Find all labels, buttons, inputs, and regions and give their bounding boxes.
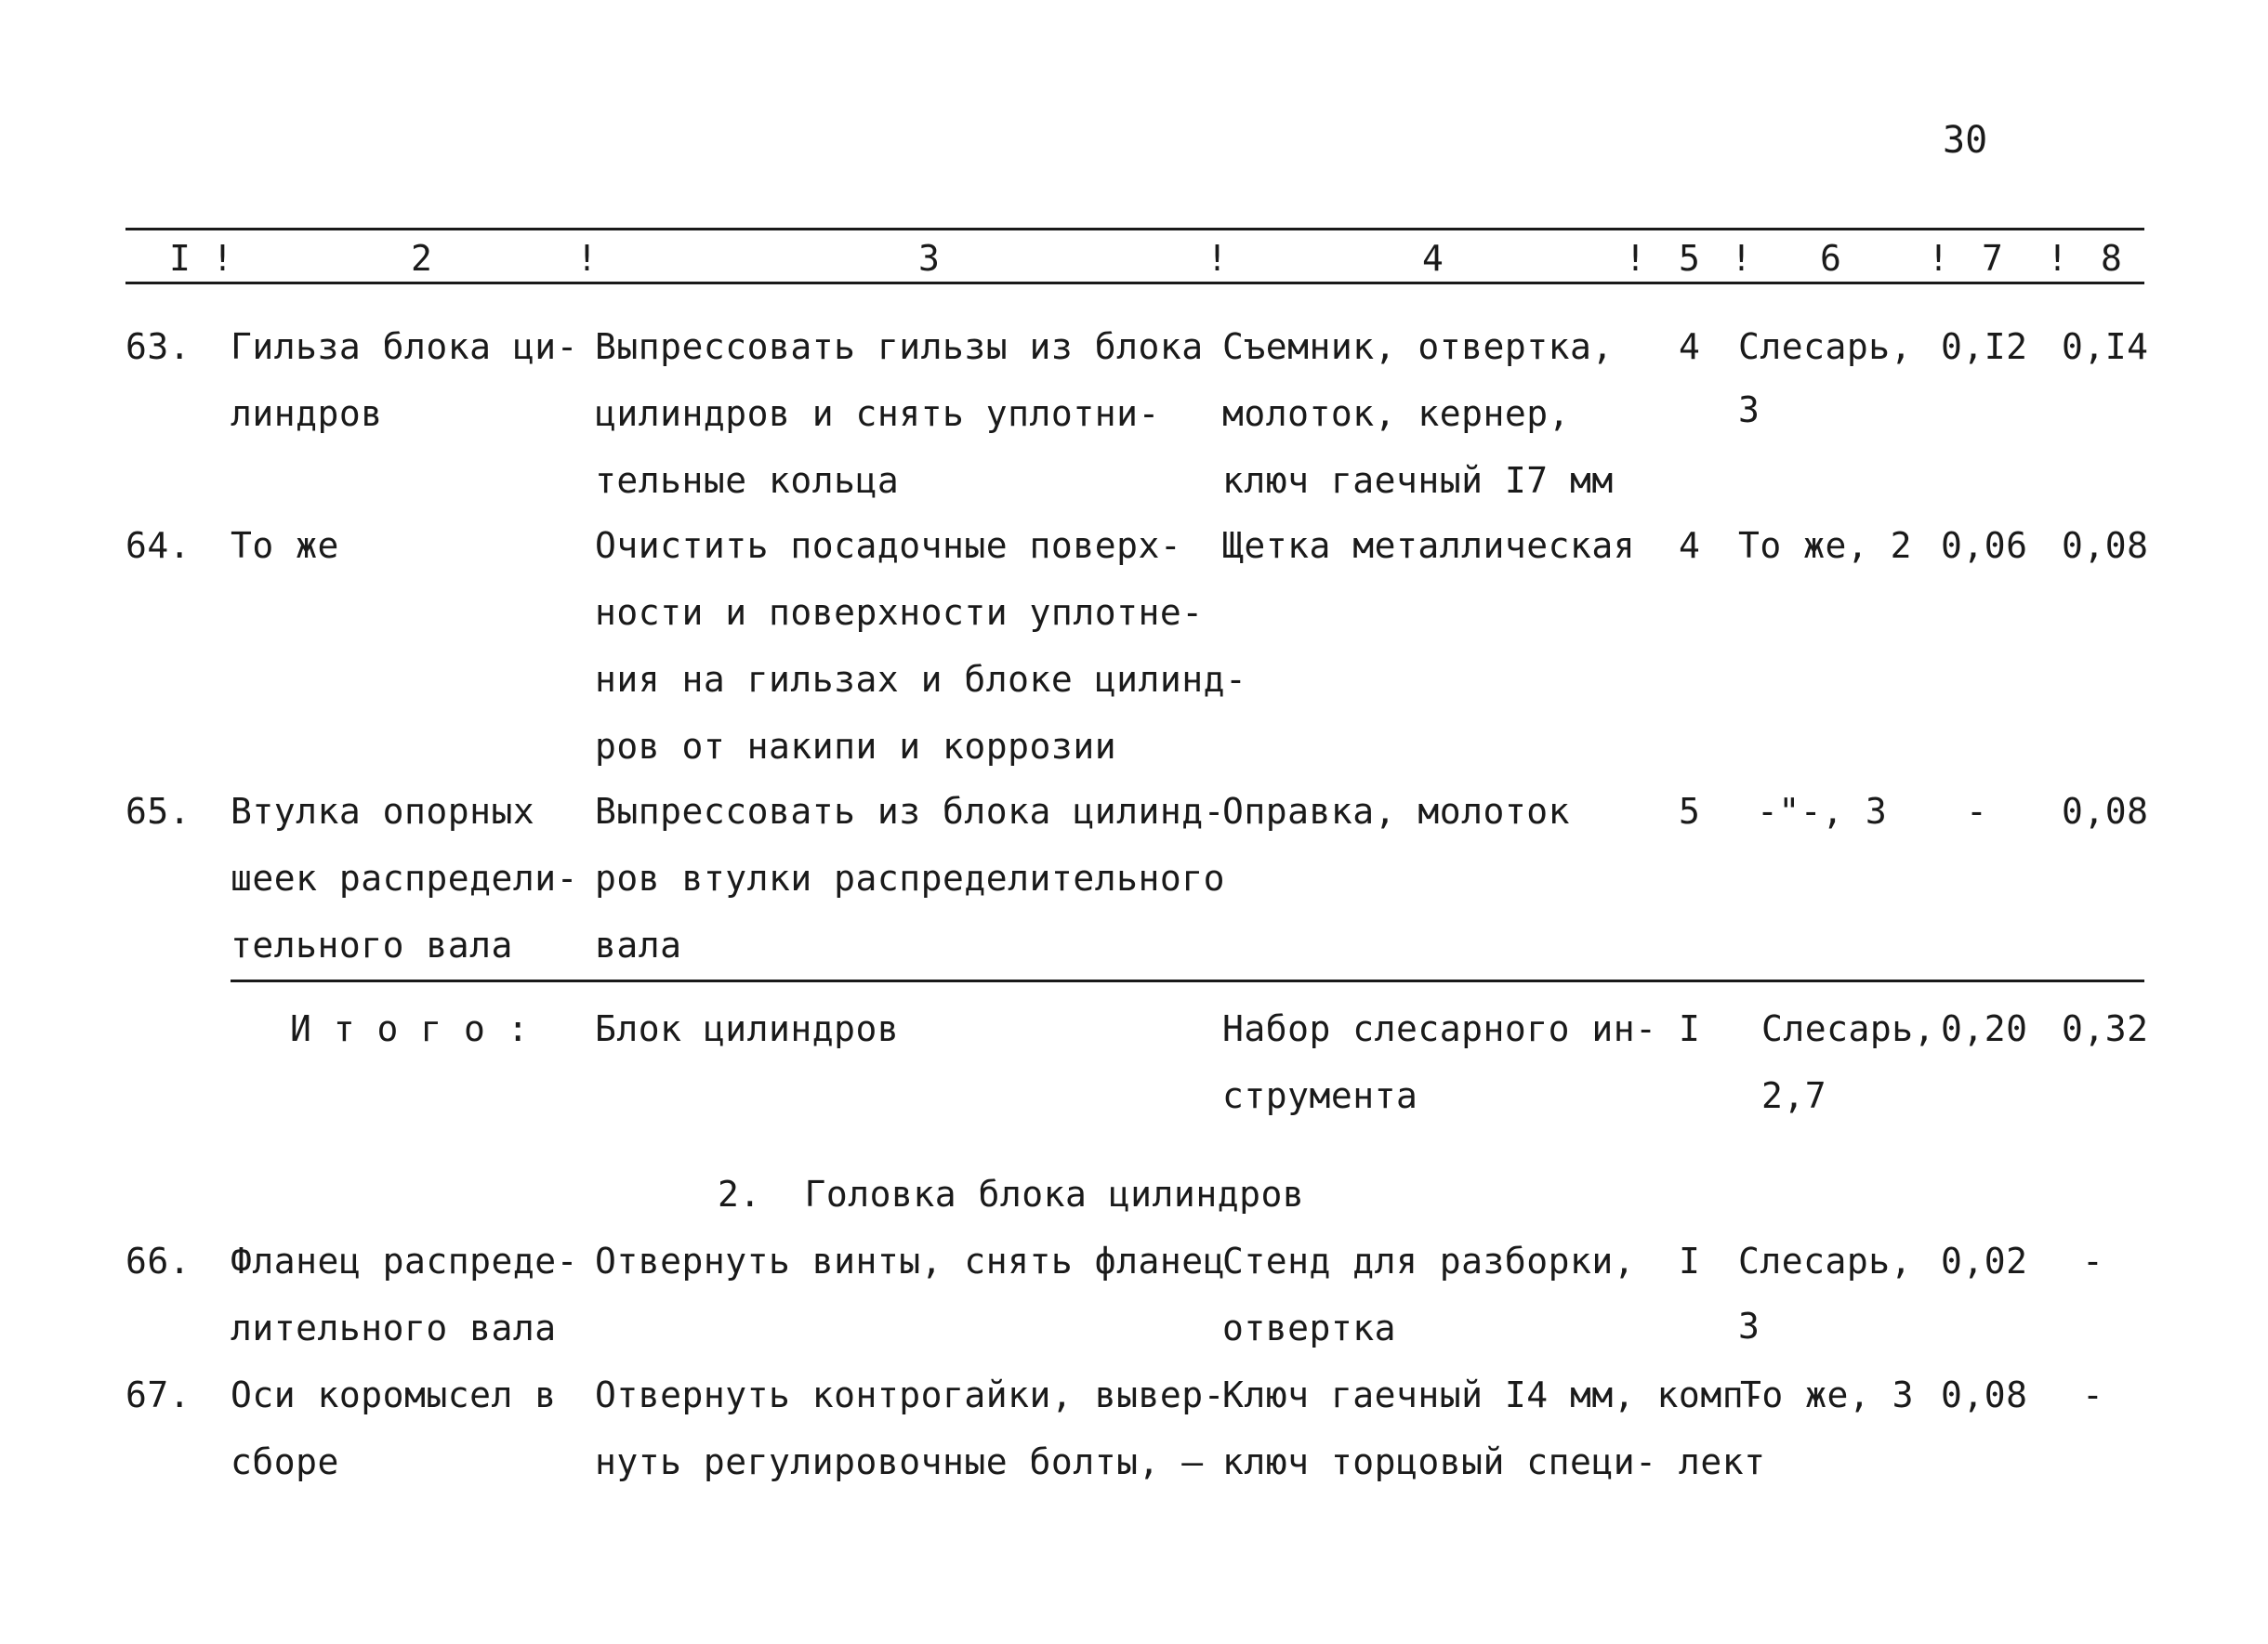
- col8-value: 0,32: [2062, 1008, 2149, 1049]
- header-separator: !: [1207, 238, 1228, 279]
- header-col-3: 3: [918, 238, 940, 279]
- header-col-1: I: [169, 238, 191, 279]
- operation-text: Отвернуть винты, снять фланец: [595, 1241, 1225, 1282]
- col8-value: 0,08: [2062, 525, 2149, 566]
- operation-text: ности и поверхности уплотне-: [595, 592, 1204, 633]
- header-col-5: 5: [1679, 238, 1700, 279]
- table-header-rule: [125, 282, 2144, 284]
- part-name: тельного вала: [231, 925, 513, 966]
- header-col-8: 8: [2101, 238, 2122, 279]
- operation-text: нуть регулировочные болты, –: [595, 1441, 1204, 1482]
- tools-text: Ключ гаечный I4 мм, комп-: [1222, 1374, 1766, 1415]
- header-col-4: 4: [1422, 238, 1444, 279]
- col7-value: 0,06: [1941, 525, 2028, 566]
- header-separator: !: [576, 238, 598, 279]
- worker-text: То же, 3: [1740, 1374, 1915, 1415]
- part-name: Гильза блока ци-: [231, 326, 579, 367]
- operation-text: Отвернуть контрогайки, вывер-: [595, 1374, 1225, 1415]
- col7-value: 0,02: [1941, 1241, 2028, 1282]
- worker-text: 3: [1738, 1306, 1760, 1347]
- operation-text: ров от накипи и коррозии: [595, 726, 1117, 767]
- section-title: 2. Головка блока цилиндров: [718, 1174, 1305, 1215]
- tools-text: Стенд для разборки,: [1222, 1241, 1636, 1282]
- part-name: шеек распредели-: [231, 858, 579, 899]
- part-name: То же: [231, 525, 339, 566]
- col5-value: 5: [1679, 791, 1701, 832]
- worker-text: -"-, 3: [1757, 791, 1888, 832]
- operation-text: Выпрессовать гильзы из блока: [595, 326, 1204, 367]
- tools-text: Набор слесарного ин-: [1222, 1008, 1657, 1049]
- total-rule: [231, 980, 2144, 982]
- col8-value: -: [2082, 1241, 2104, 1282]
- col8-value: -: [2082, 1374, 2104, 1415]
- total-label: И т о г о :: [290, 1008, 530, 1049]
- tools-text: ключ торцовый специ- лект: [1222, 1441, 1766, 1482]
- tools-text: отвертка: [1222, 1308, 1397, 1348]
- col7-value: 0,20: [1941, 1008, 2028, 1049]
- header-separator: !: [1928, 238, 1949, 279]
- row-number: 66.: [125, 1241, 191, 1282]
- part-name: линдров: [231, 393, 383, 434]
- part-name: сборе: [231, 1441, 339, 1482]
- header-col-2: 2: [411, 238, 432, 279]
- worker-text: Слесарь,: [1738, 1241, 1913, 1282]
- operation-text: Очистить посадочные поверх-: [595, 525, 1182, 566]
- operation-text: цилиндров и снять уплотни-: [595, 393, 1160, 434]
- tools-text: струмента: [1222, 1075, 1418, 1116]
- part-name: Втулка опорных: [231, 791, 535, 832]
- table-top-rule: [125, 228, 2144, 230]
- col8-value: 0,08: [2062, 791, 2149, 832]
- worker-text: 3: [1738, 389, 1760, 430]
- col5-value: I: [1679, 1241, 1701, 1282]
- worker-text: Слесарь,: [1761, 1008, 1936, 1049]
- operation-text: вала: [595, 925, 682, 966]
- col8-value: 0,I4: [2062, 326, 2149, 367]
- row-number: 63.: [125, 326, 191, 367]
- header-separator: !: [212, 238, 233, 279]
- col5-value: I: [1679, 1008, 1701, 1049]
- part-name: лительного вала: [231, 1308, 557, 1348]
- tools-text: Щетка металлическая: [1222, 525, 1636, 566]
- part-name: Фланец распреде-: [231, 1241, 579, 1282]
- col7-value: 0,08: [1941, 1374, 2028, 1415]
- row-number: 64.: [125, 525, 191, 566]
- header-separator: !: [1625, 238, 1646, 279]
- header-separator: !: [2047, 238, 2068, 279]
- header-separator: !: [1731, 238, 1752, 279]
- operation-text: Выпрессовать из блока цилинд-: [595, 791, 1225, 832]
- col5-value: 4: [1679, 525, 1701, 566]
- operation-text: ров втулки распределительного: [595, 858, 1225, 899]
- part-name: Оси коромысел в: [231, 1374, 557, 1415]
- col7-value: 0,I2: [1941, 326, 2028, 367]
- operation-text: ния на гильзах и блоке цилинд-: [595, 659, 1247, 700]
- col5-value: 4: [1679, 326, 1701, 367]
- tools-text: молоток, кернер,: [1222, 393, 1571, 434]
- worker-text: Слесарь,: [1738, 326, 1913, 367]
- worker-text: 2,7: [1761, 1075, 1827, 1116]
- worker-text: То же, 2: [1738, 525, 1913, 566]
- row-number: 67.: [125, 1374, 191, 1415]
- tools-text: ключ гаечный I7 мм: [1222, 460, 1614, 501]
- tools-text: Съемник, отвертка,: [1222, 326, 1614, 367]
- tools-text: Оправка, молоток: [1222, 791, 1571, 832]
- col7-value: -: [1966, 791, 1988, 832]
- header-col-7: 7: [1982, 238, 2003, 279]
- row-number: 65.: [125, 791, 191, 832]
- page-number: 30: [1943, 119, 1988, 162]
- operation-text: тельные кольца: [595, 460, 900, 501]
- operation-text: Блок цилиндров: [595, 1008, 900, 1049]
- header-col-6: 6: [1820, 238, 1841, 279]
